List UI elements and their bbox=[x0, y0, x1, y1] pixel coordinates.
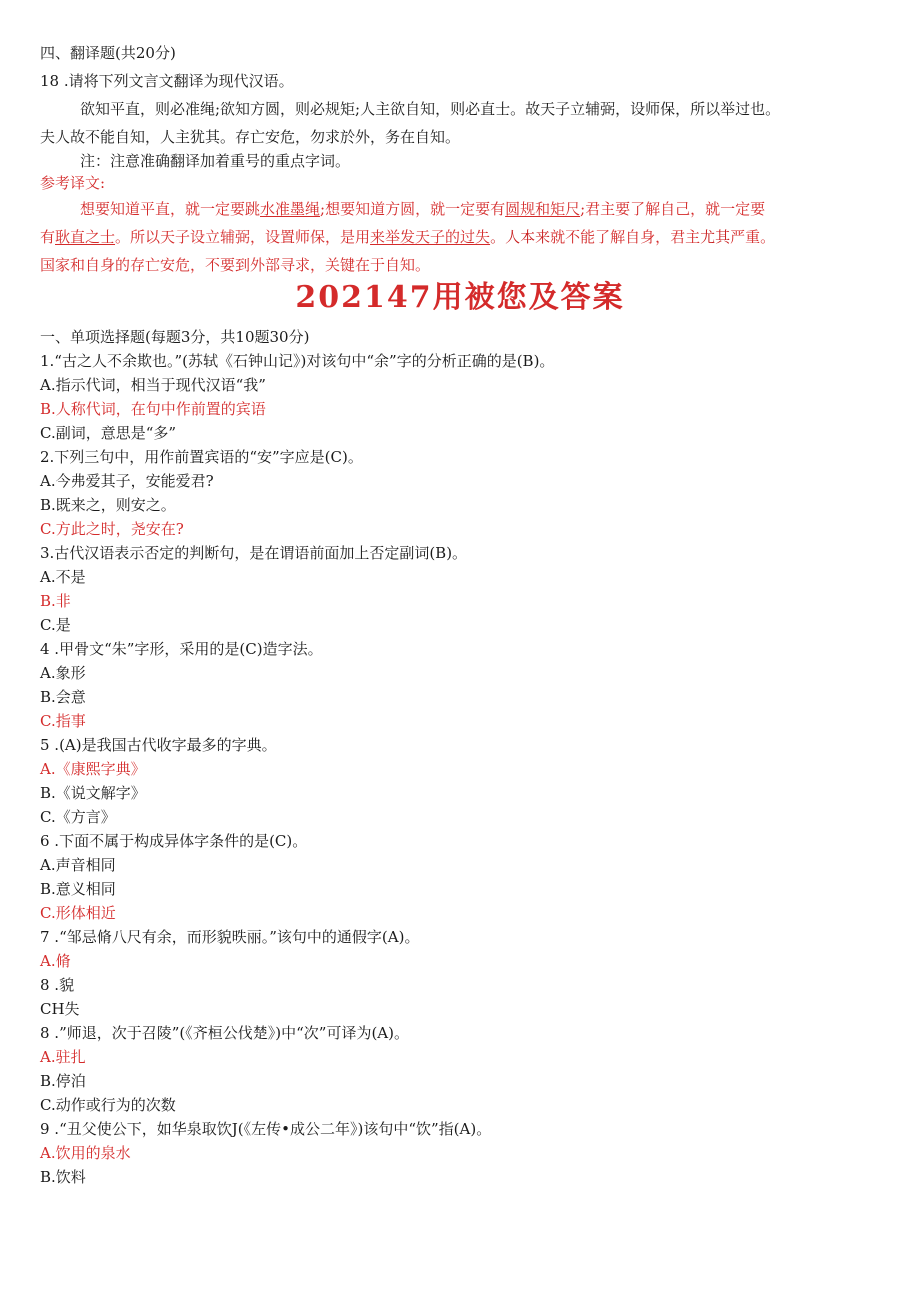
choice-line: B.停泊 bbox=[40, 1072, 86, 1090]
ref-text: 。人本来 bbox=[490, 228, 551, 246]
choice-line: 8 .貌 bbox=[40, 976, 75, 994]
choice-line: 7 .“邹忌脩八尺有余，而形貌昳丽。”该句中的通假字(A)。 bbox=[40, 928, 420, 946]
choice-line: C.方此之时，尧安在? bbox=[40, 520, 184, 538]
choice-line: C.《方言》 bbox=[40, 808, 116, 826]
reference-translation-line-1 bbox=[80, 198, 765, 220]
choice-line: B.会意 bbox=[40, 688, 86, 706]
page-title: 202147用被您及答案 bbox=[295, 280, 625, 315]
reference-translation-line-3: 国家和自身的存亡安危，不要到外部寻求，关键在于自知。 bbox=[40, 256, 431, 274]
choice-line: A.《康熙字典》 bbox=[40, 760, 146, 778]
choice-line: 5 .(A)是我国古代收字最多的字典。 bbox=[40, 736, 277, 754]
choice-line: A.脩 bbox=[40, 952, 71, 970]
choice-line: 1.“古之人不余欺也。”(苏轼《石钟山记》)对该句中“余”字的分析正确的是(B)。 bbox=[40, 352, 555, 370]
ref-text: 想要知道平直，就一定要跳 bbox=[80, 200, 261, 218]
choice-line: C.动作或行为的次数 bbox=[40, 1096, 176, 1114]
reference-translation-label: 参考译文: bbox=[40, 174, 106, 192]
choice-line: 9 .“丑父使公下，如华泉取饮J(《左传•成公二年》)该句中“饮”指(A)。 bbox=[40, 1120, 492, 1138]
choice-line: A.驻扎 bbox=[40, 1048, 86, 1066]
choice-line: 4 .甲骨文“朱”字形，采用的是(C)造字法。 bbox=[40, 640, 323, 658]
choice-line: B.非 bbox=[40, 592, 71, 610]
choice-line: A.声音相同 bbox=[40, 856, 116, 874]
question-18: 18 .请将下列文言文翻译为现代汉语。 bbox=[40, 72, 294, 90]
choice-line: C.是 bbox=[40, 616, 71, 634]
choice-line: A.不是 bbox=[40, 568, 86, 586]
choice-line: A.指示代词，相当于现代汉语“我” bbox=[40, 376, 266, 394]
choice-line: B.意义相同 bbox=[40, 880, 116, 898]
ref-text: 严重。 bbox=[730, 228, 776, 246]
choice-line: B.《说文解字》 bbox=[40, 784, 146, 802]
ref-text: 有 bbox=[40, 228, 56, 246]
choice-line: B.人称代词，在句中作前置的宾语 bbox=[40, 400, 266, 418]
ref-text: 尤其 bbox=[700, 228, 731, 246]
choice-line: C.形体相近 bbox=[40, 904, 116, 922]
choice-line: A.今弗爱其子，安能爱君? bbox=[40, 472, 214, 490]
ref-text: 。所以天子设立辅弼，设置师保，是用 bbox=[115, 228, 371, 246]
classical-text-line-2: 夫人故不能自知，人主犹其。存亡安危，勿求於外，务在自知。 bbox=[40, 128, 461, 146]
choice-line: A.饮用的泉水 bbox=[40, 1144, 131, 1162]
ref-underlined-term: 耿直之士 bbox=[55, 228, 116, 246]
choice-line: 3.古代汉语表示否定的判断句，是在谓语前面加上否定副词(B)。 bbox=[40, 544, 468, 562]
choice-section-heading: 一、单项选择题(每题3分，共10题30分) bbox=[40, 328, 310, 346]
choice-line: B.饮料 bbox=[40, 1168, 86, 1186]
choice-line: 2.下列三句中，用作前置宾语的“安”字应是(C)。 bbox=[40, 448, 363, 466]
ref-underlined-term: 来举发天子的过失 bbox=[370, 228, 491, 246]
classical-text-line-1: 欲知平直，则必准绳;欲知方圆，则必规矩;人主欲自知，则必直士。故天子立辅弼，设师保，所以举过也。 bbox=[80, 100, 781, 118]
ref-underlined-term: 圆规和矩尺 bbox=[505, 200, 581, 218]
ref-text: ;想要知道方圆，就一定要有 bbox=[320, 200, 506, 218]
ref-text: ;君主要了解自己，就一定要 bbox=[580, 200, 766, 218]
ref-text: 就不能了解自身，君主 bbox=[550, 228, 701, 246]
reference-translation-line-2 bbox=[40, 226, 775, 248]
choice-line: 6 .下面不属于构成异体字条件的是(C)。 bbox=[40, 832, 308, 850]
choice-line: C.副词，意思是“多” bbox=[40, 424, 177, 442]
choice-line: B.既来之，则安之。 bbox=[40, 496, 176, 514]
ref-underlined-term: 水准墨绳 bbox=[260, 200, 321, 218]
translation-section-heading: 四、翻译题(共20分) bbox=[40, 44, 176, 62]
choice-line: A.象形 bbox=[40, 664, 86, 682]
choice-line: CH失 bbox=[40, 1000, 80, 1018]
choice-line: 8 .”师退，次于召陵”(《齐桓公伐楚》)中“次”可译为(A)。 bbox=[40, 1024, 409, 1042]
choice-line: C.指事 bbox=[40, 712, 86, 730]
translation-note: 注：注意准确翻译加着重号的重点字词。 bbox=[80, 152, 351, 170]
